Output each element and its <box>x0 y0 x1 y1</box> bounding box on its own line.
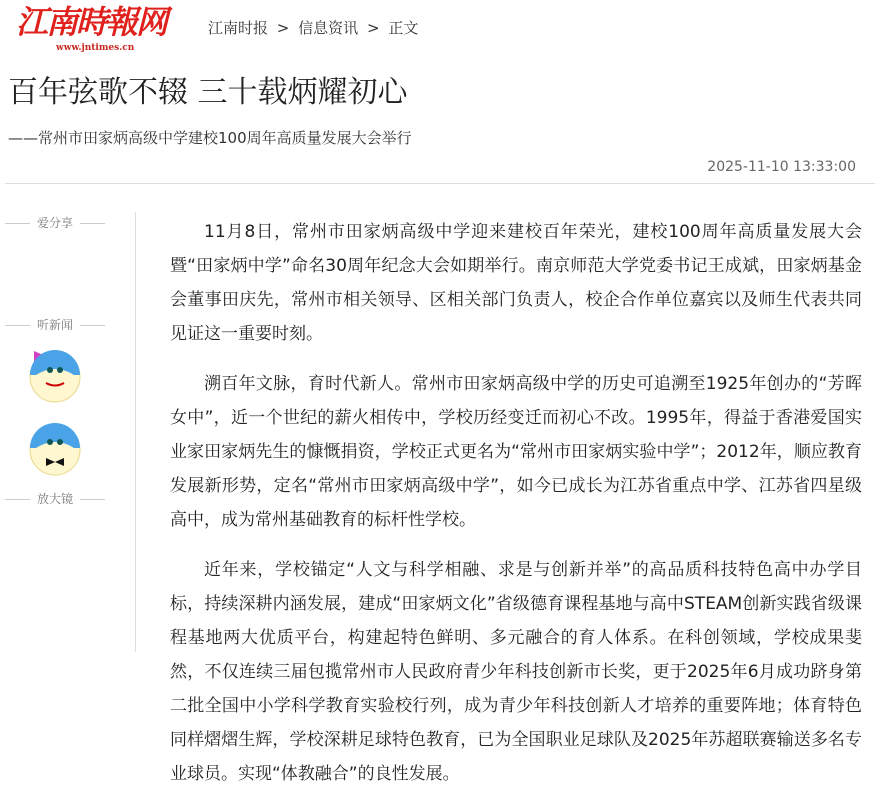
breadcrumb-separator: > <box>366 19 380 37</box>
article-paragraph: 溯百年文脉，育时代新人。常州市田家炳高级中学的历史可追溯至1925年创办的“芳晖女中”，近一个世纪的薪火相传中，学校历经变迁而初心不改。1995年，得益于香港爱国实业家田家炳先生的慷慨捐资，学校正式更名为“常州市田家炳实验中学”；2012年，顺应教育发展新形势，定名“常州市田家炳高级中学”，如今已成长为江苏省重点中学、江苏省四星级高中，成为常州基础教育的标杆性学校。 <box>170 374 862 530</box>
article-paragraph: 11月8日，常州市田家炳高级中学迎来建校百年荣光，建校100周年高质量发展大会暨“田家炳中学”命名30周年纪念大会如期举行。南京师范大学党委书记王成斌，田家炳基金会董事田庆先，常州市相关领导、区相关部门负责人，校企合作单位嘉宾以及师生代表共同见证这一重要时刻。 <box>170 222 862 344</box>
zoom-label: 放大镜 <box>5 491 105 508</box>
logo-text: 江南時報网 <box>16 3 167 41</box>
breadcrumb-current: 正文 <box>388 19 419 37</box>
female-voice-icon[interactable] <box>26 345 84 403</box>
logo-url: www.jntimes.cn <box>56 43 135 53</box>
site-logo[interactable] <box>16 4 196 56</box>
page-title: 百年弦歌不辍 三十载炳耀初心 <box>8 75 408 110</box>
breadcrumb-news[interactable]: 信息资讯 <box>298 19 359 37</box>
sidebar-divider <box>135 212 136 652</box>
article-paragraph: 近年来，学校锚定“人文与科学相融、求是与创新并举”的高品质科技特色高中办学目标，持续深耕内涵发展，建成“田家炳文化”省级德育课程基地与高中STEAM创新实践省级课程基地两大优质平台，构建起特色鲜明、多元融合的育人体系。在科创领域，学校成果斐然，不仅连续三届包揽常州市人民政府青少年科技创新市长奖，更于2025年6月成功跻身第二批全国中小学科学教育实验校行列，成为青少年科技创新人才培养的重要阵地；体育特色同样熠熠生辉，学校深耕足球特色教育，已为全国职业足球队及2025年苏超联赛输送多名专业球员。实现“体教融合”的良性发展。 <box>170 560 862 784</box>
article-body <box>170 215 862 807</box>
breadcrumb-home[interactable]: 江南时报 <box>208 19 269 37</box>
header <box>0 0 884 60</box>
listen-label: 听新闻 <box>5 317 105 334</box>
male-voice-icon[interactable] <box>26 420 84 478</box>
subtitle: ——常州市田家炳高级中学建校100周年高质量发展大会举行 <box>8 129 412 147</box>
breadcrumb-separator: > <box>276 19 290 37</box>
publish-date: 2025-11-10 13:33:00 <box>707 159 856 175</box>
divider <box>5 183 875 184</box>
share-label: 爱分享 <box>5 215 105 232</box>
breadcrumb <box>208 17 422 38</box>
